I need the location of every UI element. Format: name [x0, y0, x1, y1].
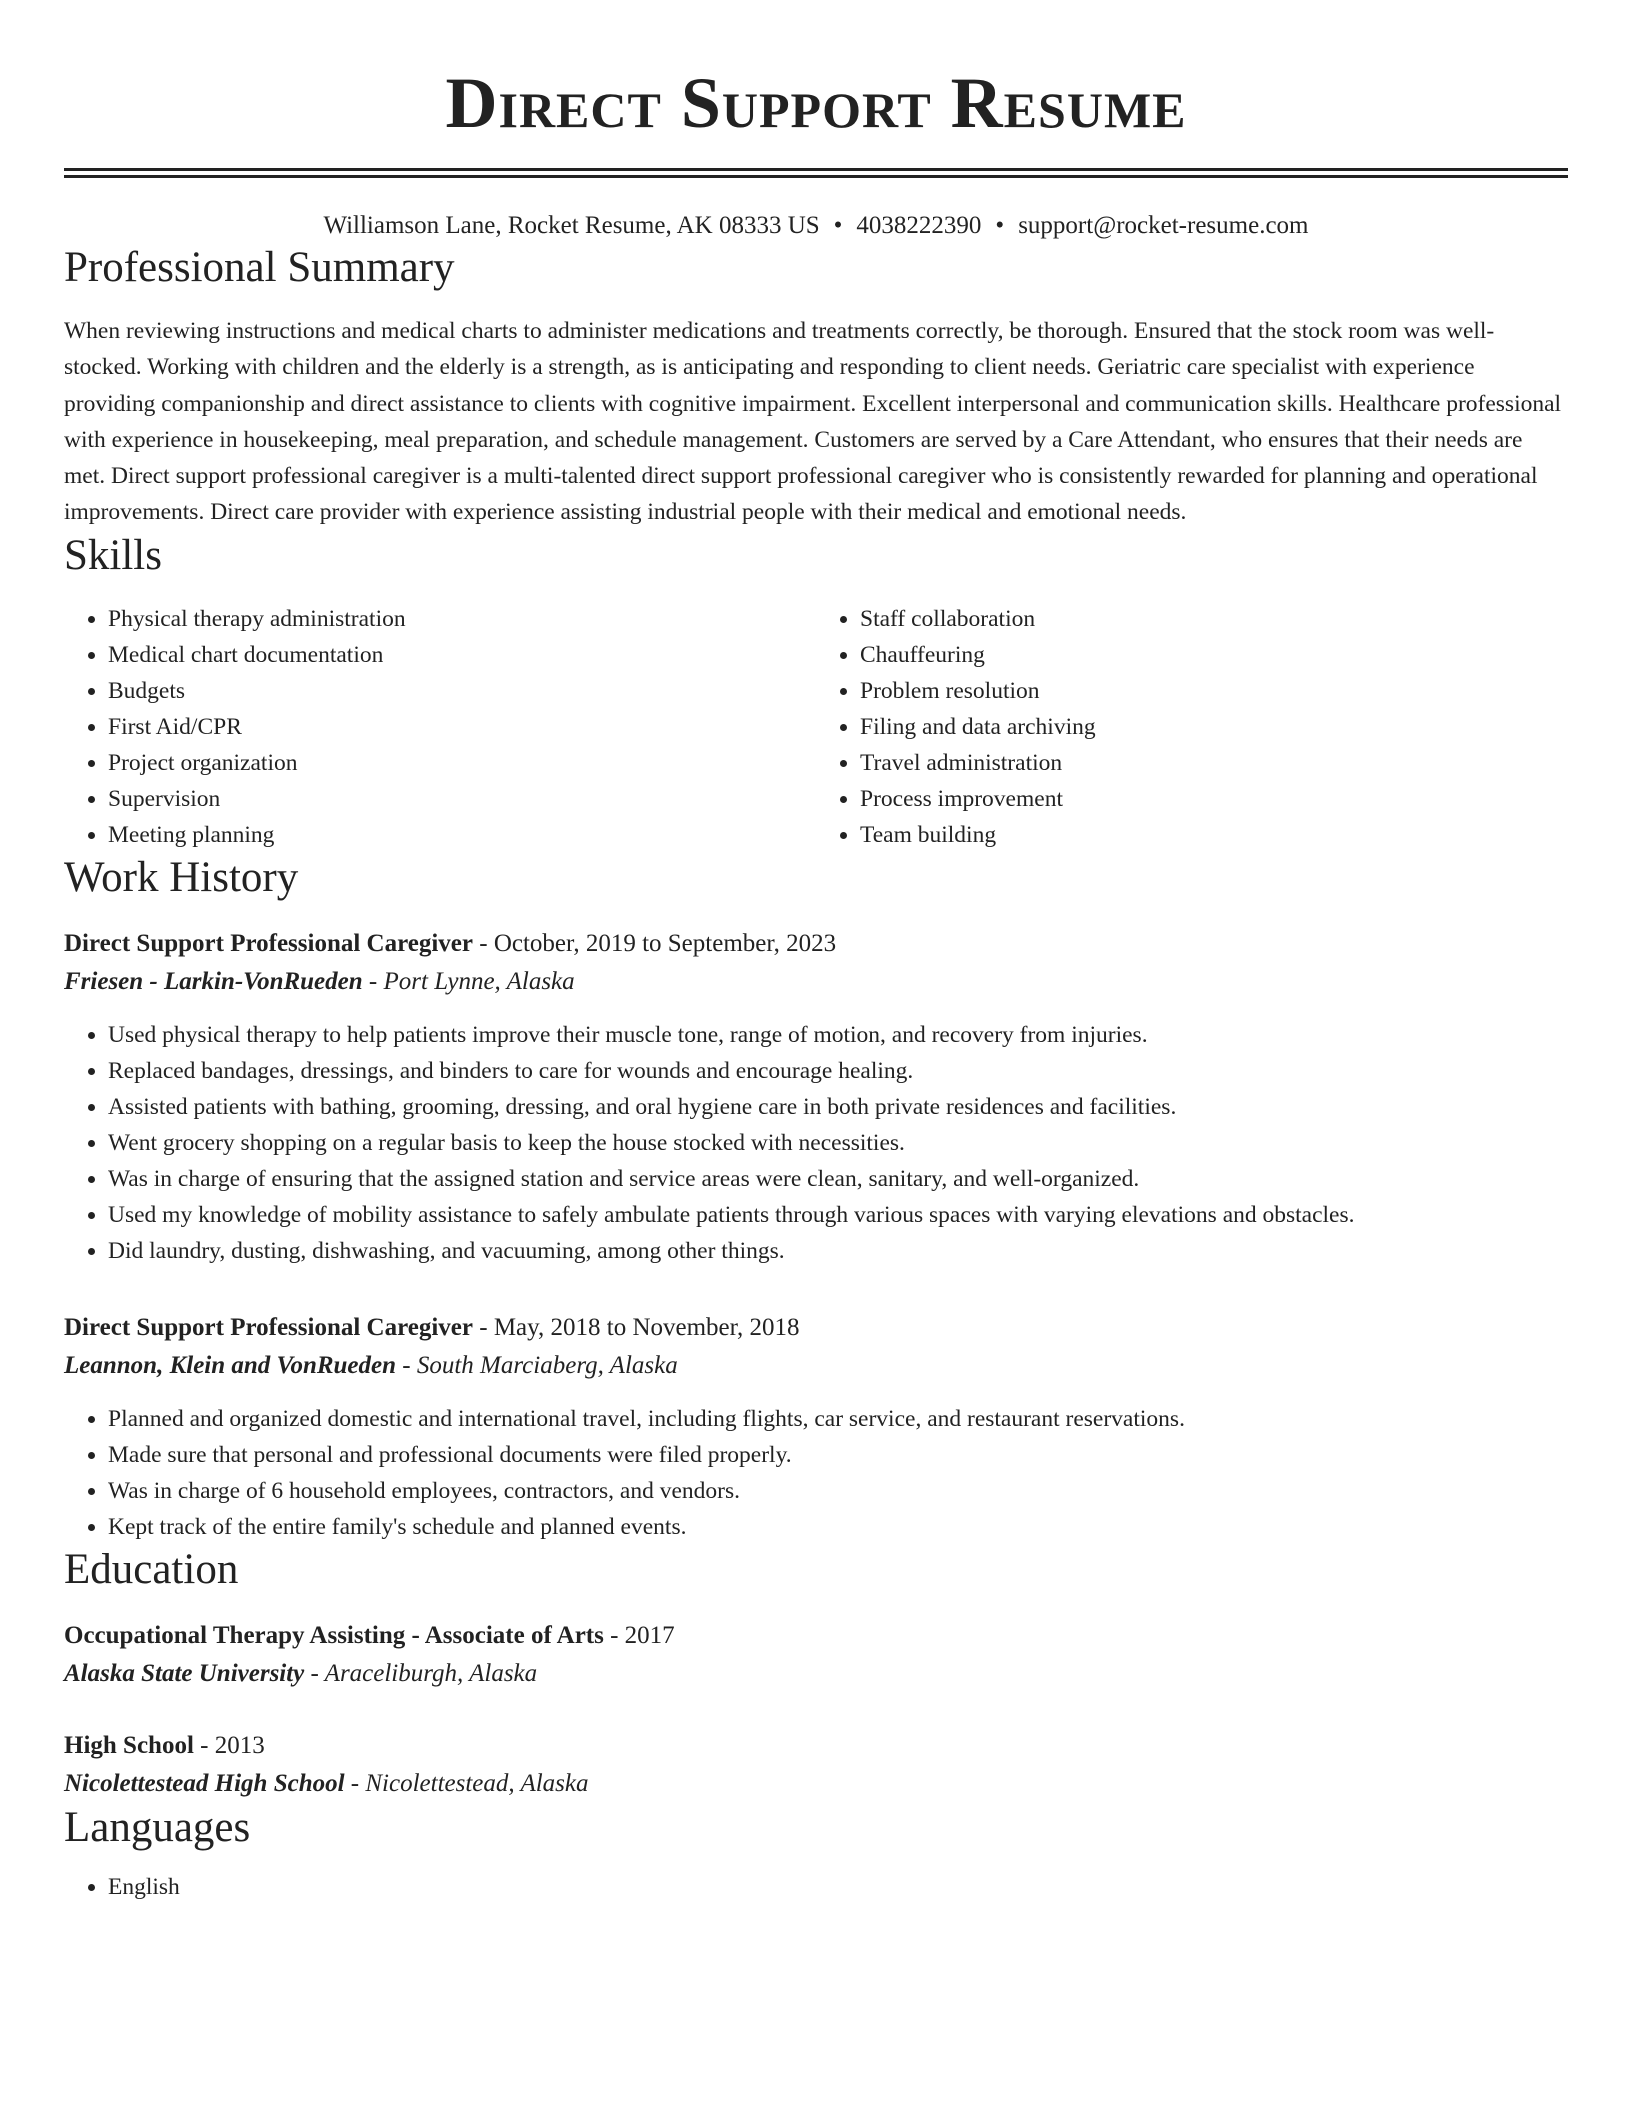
school-location: Nicolettestead, Alaska: [365, 1769, 589, 1797]
skill-item: • Supervision: [108, 781, 816, 817]
job-duty: • Was in charge of ensuring that the assigned station and service areas were clean, sanitary, and well-organized.: [108, 1161, 1568, 1197]
skill-item: • Budgets: [108, 673, 816, 709]
job-company-line: [64, 963, 1568, 1001]
job-entry: [64, 1309, 1568, 1545]
education-heading: Education: [64, 1545, 239, 1593]
school-line: [64, 1765, 1568, 1803]
job-duty: • Was in charge of 6 household employees, contractors, and vendors.: [108, 1473, 1568, 1509]
skills-columns: [64, 601, 1568, 853]
school-line: [64, 1655, 1568, 1693]
dash: -: [396, 1351, 417, 1379]
skill-item: • First Aid/CPR: [108, 709, 816, 745]
job-entry: [64, 925, 1568, 1269]
dash: -: [472, 929, 494, 957]
skill-item: • Medical chart documentation: [108, 637, 816, 673]
job-duty: • Used physical therapy to help patients improve their muscle tone, range of motion, and recovery from injuries.: [108, 1017, 1568, 1053]
job-duty: • Went grocery shopping on a regular basis to keep the house stocked with necessities.: [108, 1125, 1568, 1161]
job-title: Direct Support Professional Caregiver: [64, 1313, 473, 1341]
resume-title: Direct Support Resume: [445, 63, 1187, 143]
skill-item: • Meeting planning: [108, 817, 816, 853]
languages-heading: Languages: [64, 1803, 251, 1851]
dash: -: [304, 1659, 325, 1687]
contact-line: [64, 209, 1568, 243]
skill-item: • Team building: [860, 817, 1568, 853]
graduation-year: 2017: [624, 1621, 675, 1649]
summary-heading: Professional Summary: [64, 244, 455, 291]
dash: -: [603, 1621, 625, 1649]
skills-heading: Skills: [64, 531, 162, 579]
job-duty: • Planned and organized domestic and international travel, including flights, car service, and restaurant reservations.: [108, 1401, 1568, 1437]
job-duties-list: [64, 1017, 1568, 1269]
title-divider: [64, 168, 1568, 178]
job-title-line: [64, 925, 1568, 963]
degree-line: [64, 1617, 1568, 1655]
language-item: • English: [108, 1869, 1568, 1905]
education-entry: [64, 1727, 1568, 1803]
school: Alaska State University: [64, 1659, 305, 1687]
skill-item: • Filing and data archiving: [860, 709, 1568, 745]
job-location: Port Lynne, Alaska: [383, 967, 575, 995]
job-duty: • Used my knowledge of mobility assistance to safely ambulate patients through various spaces with varying elevations and obstacles.: [108, 1197, 1568, 1233]
dash: -: [362, 967, 384, 995]
skill-item: • Travel administration: [860, 745, 1568, 781]
degree: High School: [64, 1731, 194, 1759]
contact-separator: •: [833, 212, 843, 239]
job-duty: • Kept track of the entire family's schedule and planned events.: [108, 1509, 1568, 1545]
job-company: Friesen - Larkin-VonRueden: [64, 967, 363, 995]
job-dates: October, 2019 to September, 2023: [493, 929, 837, 957]
contact-phone: 4038222390: [856, 212, 982, 239]
job-duty: • Did laundry, dusting, dishwashing, and vacuuming, among other things.: [108, 1233, 1568, 1269]
job-company-line: [64, 1347, 1568, 1385]
skill-item: • Chauffeuring: [860, 637, 1568, 673]
skill-item: • Staff collaboration: [860, 601, 1568, 637]
contact-address: Williamson Lane, Rocket Resume, AK 08333 US: [323, 212, 820, 239]
languages-list: [64, 1869, 1568, 1905]
skill-item: • Project organization: [108, 745, 816, 781]
contact-separator: •: [995, 212, 1005, 239]
job-title-line: [64, 1309, 1568, 1347]
dash: -: [344, 1769, 366, 1797]
job-duties-list: [64, 1401, 1568, 1545]
school: Nicolettestead High School: [64, 1769, 345, 1797]
skills-list-right: [816, 601, 1568, 853]
dash: -: [193, 1731, 215, 1759]
job-dates: May, 2018 to November, 2018: [493, 1313, 800, 1341]
dash: -: [472, 1313, 494, 1341]
graduation-year: 2013: [214, 1731, 265, 1759]
school-location: Araceliburgh, Alaska: [324, 1659, 538, 1687]
job-duty: • Replaced bandages, dressings, and binders to care for wounds and encourage healing.: [108, 1053, 1568, 1089]
skill-item: • Process improvement: [860, 781, 1568, 817]
job-duty: • Assisted patients with bathing, grooming, dressing, and oral hygiene care in both private residences and facilities.: [108, 1089, 1568, 1125]
contact-email: support@rocket-resume.com: [1018, 212, 1309, 239]
work-history-heading: Work History: [64, 853, 299, 901]
job-title: Direct Support Professional Caregiver: [64, 929, 473, 957]
degree: Occupational Therapy Assisting - Associate of Arts: [64, 1621, 604, 1649]
degree-line: [64, 1727, 1568, 1765]
education-entry: [64, 1617, 1568, 1693]
skill-item: • Problem resolution: [860, 673, 1568, 709]
skill-item: • Physical therapy administration: [108, 601, 816, 637]
summary-text: When reviewing instructions and medical charts to administer medications and treatments correctly, be thorough. Ensured that the stock room was well-stocked. Working with children and the elderly is a strength, as is anticipating and responding to client needs. Geriatric care specialist with experience providing companionship and direct assistance to clients with cognitive impairment. Excellent interpersonal and communication skills. Healthcare professional with experience in housekeeping, meal preparation, and schedule management. Customers are served by a Care Attendant, who ensures that their needs are met. Direct support professional caregiver is a multi-talented direct support professional caregiver who is consistently rewarded for planning and operational improvements. Direct care provider with experience assisting industrial people with their medical and emotional needs.: [64, 318, 1562, 526]
skills-list-left: [64, 601, 816, 853]
job-location: South Marciaberg, Alaska: [416, 1351, 678, 1379]
job-company: Leannon, Klein and VonRueden: [64, 1351, 397, 1379]
job-duty: • Made sure that personal and professional documents were filed properly.: [108, 1437, 1568, 1473]
